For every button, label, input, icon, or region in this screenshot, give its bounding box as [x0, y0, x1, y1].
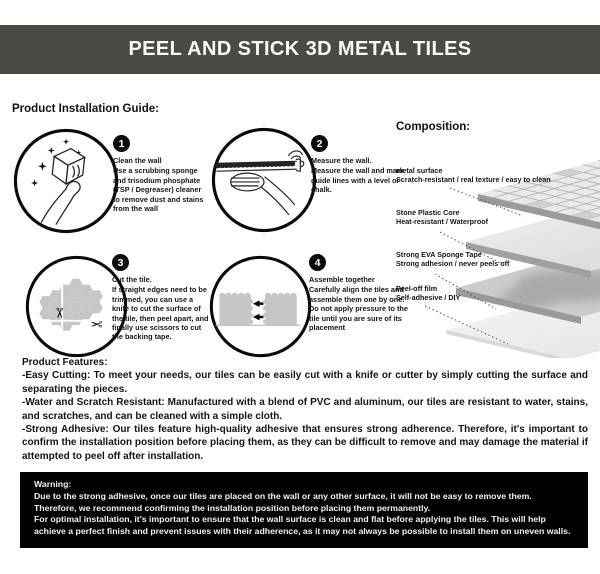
step-number: 4: [314, 256, 321, 269]
feature-item: -Water and Scratch Resistant: Manufactured with a blend of PVC and aluminum, our tiles are resistant to water, stains, and scratches, and can be cleaned with a simple cloth.: [22, 397, 588, 422]
step2-title: Measure the wall.: [311, 156, 372, 165]
features-heading: Product Features:: [22, 357, 108, 368]
warning-heading: Warning:: [34, 479, 72, 489]
warning-box: [20, 472, 588, 548]
step1-title: Clean the wall: [113, 156, 162, 165]
layer-metal-surface: [478, 152, 600, 230]
step-number: 2: [316, 137, 323, 150]
page-title: PEEL AND STICK 3D METAL TILES: [128, 38, 472, 60]
step2-measure-wall-illustration: [210, 126, 318, 234]
title-banner: [0, 25, 600, 74]
step-number: 1: [118, 137, 125, 150]
layer-name: Peel-off film: [396, 284, 438, 293]
scissors-icon: ✂: [90, 314, 103, 331]
step2-number-badge: [311, 135, 328, 152]
layer-name: Strong EVA Sponge Tape: [396, 250, 482, 259]
layer-props: Self-adhesive / DIY: [396, 293, 461, 303]
step2-description: Measure the wall and mark guide lines with a level or chalk.: [311, 166, 404, 195]
layer-label-eva-sponge-tape: [396, 250, 509, 268]
composition-heading: Composition:: [396, 121, 471, 133]
step1-clean-wall-illustration: [12, 127, 120, 235]
layer-name: metal surface: [396, 166, 443, 175]
warning-line: Due to the strong adhesive, once our tiles are placed on the wall or any other surface, it will not be easy to remove them. Therefore, we recommend confirming the installation position before placing them permanently.: [34, 490, 532, 513]
feature-item: -Easy Cutting: To meet your needs, our tiles can be easily cut with a knife or cutter by simply cutting the surface and separating the pieces.: [22, 370, 588, 395]
step4-title: Assemble together: [309, 275, 375, 284]
step3-title: Cut the tile.: [112, 275, 152, 284]
step1-number-badge: [113, 135, 130, 152]
layer-label-peel-off-film: [396, 284, 460, 302]
installation-guide-heading: Product Installation Guide:: [12, 103, 159, 115]
step-number: 3: [117, 256, 124, 269]
step4-number-badge: [309, 254, 326, 271]
step4-assemble-illustration: [208, 254, 313, 359]
feature-item: -Strong Adhesive: Our tiles feature high-quality adhesive that ensures strong adherence. Therefore, it's important to confirm the installation position before placing them, as they can be difficult to remove and may damage the material if attempted to peel off after installation.: [22, 424, 588, 462]
layer-label-metal-surface: [396, 166, 551, 184]
layer-props: Strong adhesion / never peels off: [396, 259, 510, 269]
layer-props: Scratch-resistant / real texture / easy to clean: [396, 175, 551, 185]
warning-line: For optimal installation, it's important to ensure that the wall surface is clean and flat before applying the tiles. This will help achieve a perfect finish and prevent issues with their adherence, as it may not always be possible to install them on uneven walls.: [34, 514, 571, 537]
product-features: [22, 356, 588, 463]
layer-props: Heat-resistant / Waterproof: [396, 217, 488, 227]
step4-description: Carefully align the tiles and assemble them one by one. Do not apply pressure to the tile until you are sure of its placement: [309, 285, 408, 333]
step3-number-badge: [112, 254, 129, 271]
step3-description: If straight edges need to be trimmed, you can use a knife to cut the surface of the tile, then peel apart, and finally use scissors to cut the backing tape.: [112, 285, 209, 342]
step1-description: Use a scrubbing sponge and trisodium phosphate (TSP / Degreaser) cleaner to remove dust and stains from the wall: [113, 166, 204, 214]
layer-label-stone-plastic-core: [396, 208, 488, 226]
layer-name: Stone Plastic Core: [396, 208, 460, 217]
scissors-icon: ✂: [50, 307, 67, 320]
